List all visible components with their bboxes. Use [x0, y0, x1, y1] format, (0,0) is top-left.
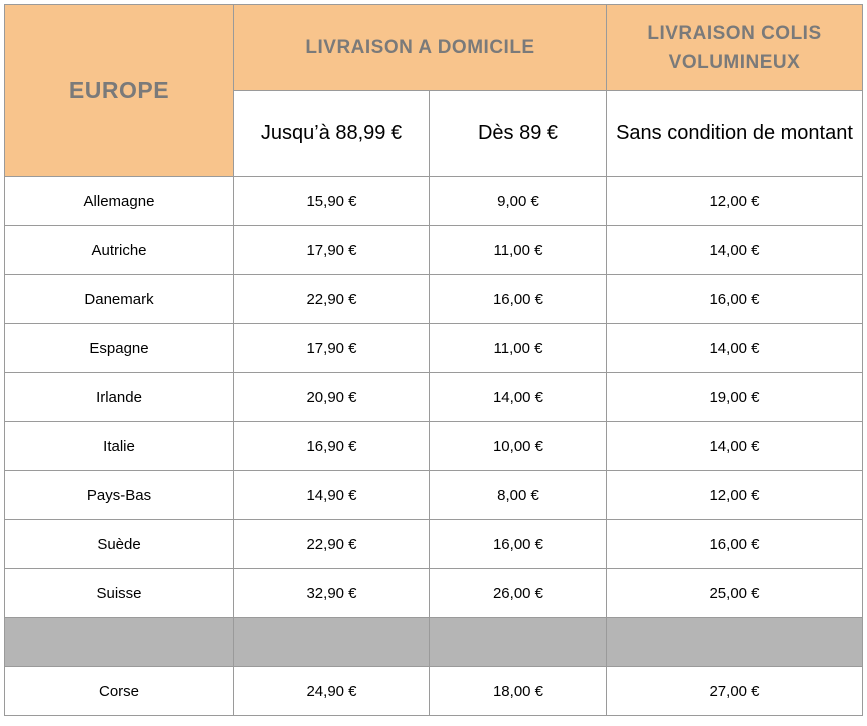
price-bulky-cell: 14,00 € [607, 226, 863, 275]
price-bulky-cell: 27,00 € [607, 667, 863, 716]
country-cell: Allemagne [5, 177, 234, 226]
price-from-cell: 11,00 € [430, 324, 607, 373]
table-row [5, 471, 863, 520]
table-row [5, 324, 863, 373]
header-row [5, 5, 863, 91]
table-row [5, 275, 863, 324]
table-row [5, 422, 863, 471]
country-cell: Pays-Bas [5, 471, 234, 520]
separator-row [5, 618, 863, 667]
separator-cell [234, 618, 430, 667]
price-bulky-cell: 12,00 € [607, 471, 863, 520]
table-row [5, 520, 863, 569]
price-from-cell: 16,00 € [430, 520, 607, 569]
table-row [5, 569, 863, 618]
shipping-rates-table [4, 4, 863, 716]
price-up-to-cell: 22,90 € [234, 275, 430, 324]
country-cell: Irlande [5, 373, 234, 422]
separator-cell [607, 618, 863, 667]
subheader-up-to: Jusqu’à 88,99 € [234, 91, 430, 177]
price-bulky-cell: 14,00 € [607, 324, 863, 373]
subheader-no-condition: Sans condition de montant [607, 91, 863, 177]
price-bulky-cell: 16,00 € [607, 275, 863, 324]
price-from-cell: 11,00 € [430, 226, 607, 275]
price-bulky-cell: 12,00 € [607, 177, 863, 226]
price-up-to-cell: 14,90 € [234, 471, 430, 520]
table-row [5, 177, 863, 226]
price-from-cell: 18,00 € [430, 667, 607, 716]
country-cell: Espagne [5, 324, 234, 373]
price-up-to-cell: 22,90 € [234, 520, 430, 569]
price-from-cell: 8,00 € [430, 471, 607, 520]
price-bulky-cell: 16,00 € [607, 520, 863, 569]
price-from-cell: 16,00 € [430, 275, 607, 324]
price-up-to-cell: 24,90 € [234, 667, 430, 716]
separator-cell [430, 618, 607, 667]
table-row [5, 373, 863, 422]
home-delivery-header: LIVRAISON A DOMICILE [234, 5, 607, 91]
price-bulky-cell: 19,00 € [607, 373, 863, 422]
price-up-to-cell: 15,90 € [234, 177, 430, 226]
separator-cell [5, 618, 234, 667]
price-up-to-cell: 20,90 € [234, 373, 430, 422]
price-up-to-cell: 16,90 € [234, 422, 430, 471]
country-cell: Danemark [5, 275, 234, 324]
price-up-to-cell: 17,90 € [234, 226, 430, 275]
country-cell: Italie [5, 422, 234, 471]
price-bulky-cell: 14,00 € [607, 422, 863, 471]
bulky-delivery-header: LIVRAISON COLIS VOLUMINEUX [607, 5, 863, 91]
price-from-cell: 14,00 € [430, 373, 607, 422]
price-from-cell: 26,00 € [430, 569, 607, 618]
price-up-to-cell: 32,90 € [234, 569, 430, 618]
country-cell: Suède [5, 520, 234, 569]
price-from-cell: 10,00 € [430, 422, 607, 471]
country-cell: Suisse [5, 569, 234, 618]
price-bulky-cell: 25,00 € [607, 569, 863, 618]
region-header: EUROPE [5, 5, 234, 177]
country-cell: Corse [5, 667, 234, 716]
country-cell: Autriche [5, 226, 234, 275]
table-row [5, 667, 863, 716]
subheader-from: Dès 89 € [430, 91, 607, 177]
table-row [5, 226, 863, 275]
price-up-to-cell: 17,90 € [234, 324, 430, 373]
price-from-cell: 9,00 € [430, 177, 607, 226]
